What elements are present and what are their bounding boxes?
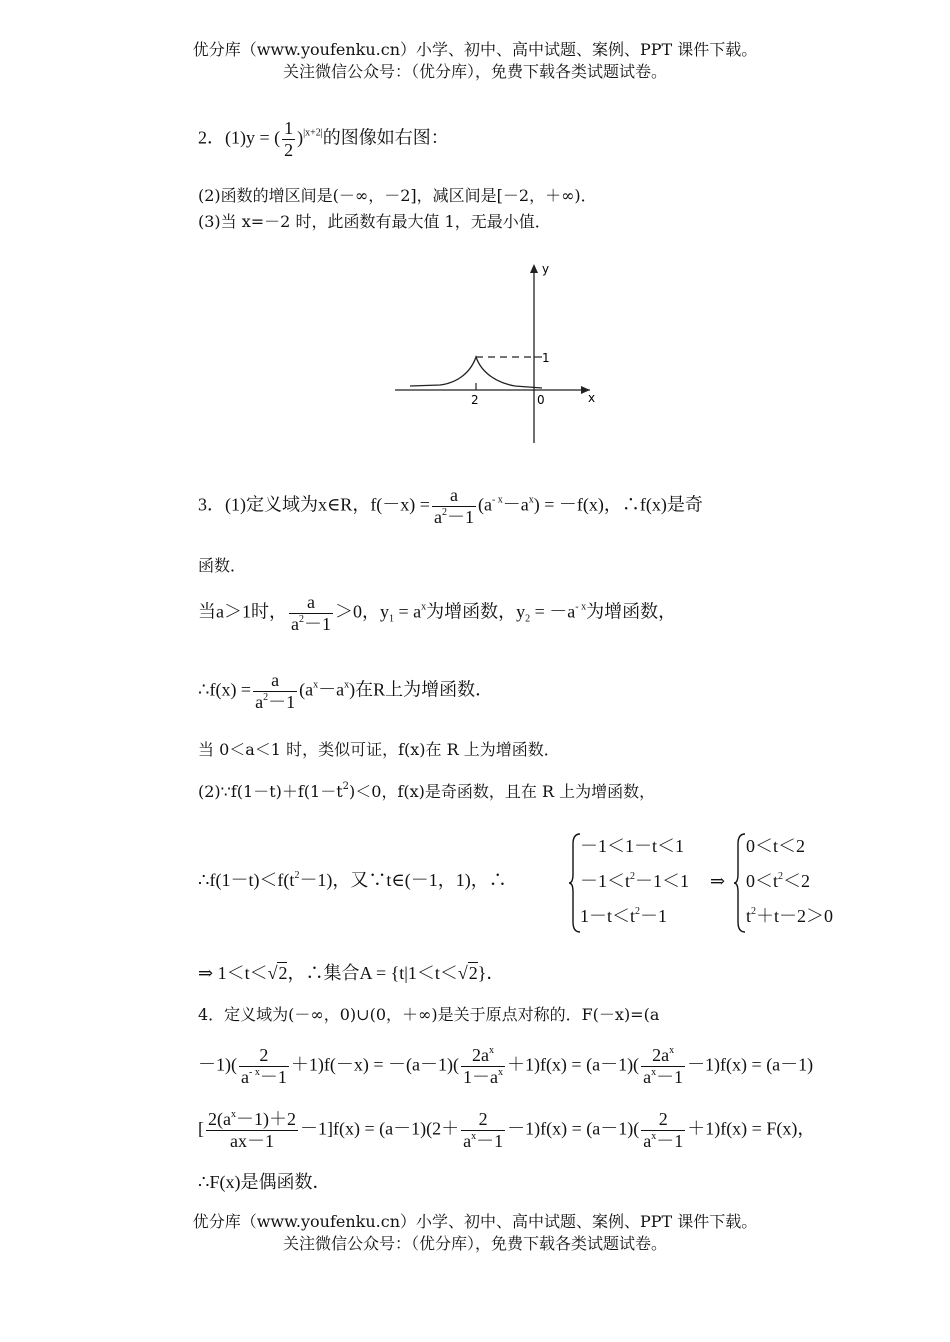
system-2-row-2-b: ＜2 xyxy=(783,871,811,891)
q3-l3-text-a: 当a＞1时， xyxy=(198,601,287,622)
q3-l3-text-b: ＞0，y xyxy=(335,601,389,622)
q2-tail: 的图像如右图： xyxy=(322,127,449,148)
system-1-row-3 xyxy=(580,906,667,928)
function-graph xyxy=(390,258,605,448)
q3-l3-sup-2: - x xyxy=(575,601,587,613)
q3-l4-text-a: ∴f(x) = xyxy=(198,679,252,700)
q4-l2-f3-den-base: a xyxy=(643,1066,652,1087)
q4-l3-fraction-1 xyxy=(206,1109,298,1151)
system-2-row-3-sup: 2 xyxy=(751,906,757,917)
q4-line-1: 4．定义域为(－∞，0)∪(0，＋∞)是关于原点对称的．F(－x)=(a xyxy=(198,1005,660,1024)
page-footer-line-2: 关注微信公众号：（优分库），免费下载各类试题试卷。 xyxy=(282,1234,667,1253)
q3-l1-frac-den xyxy=(432,506,476,528)
q4-l3-f2-den-sup: x xyxy=(471,1130,477,1142)
q3-l4-den-sup: 2 xyxy=(263,691,269,703)
q4-line-4: ∴F(x)是偶函数． xyxy=(198,1172,331,1192)
q4-l2-f2-num-sup: x xyxy=(488,1045,494,1056)
q3-l7-text-a: ∴f(1－t)＜f(t xyxy=(198,870,295,890)
q3-l1-text-d: ) = －f(x)，∴f(x)是奇 xyxy=(533,494,703,515)
q2-frac-num: 1 xyxy=(284,118,294,138)
q3-l8-radicand-2: 2 xyxy=(468,963,478,983)
q4-line-3 xyxy=(198,1109,815,1151)
q3-l8-text-c: }． xyxy=(477,963,505,983)
q4-l2-fraction-3 xyxy=(641,1045,685,1087)
q2-frac-den: 2 xyxy=(284,139,294,160)
q4-l3-fraction-2 xyxy=(461,1109,505,1151)
q3-l1-sup-1: - x xyxy=(491,494,503,506)
q3-l6-text-b: )＜0，f(x)是奇函数，且在 R 上为增函数， xyxy=(349,782,656,801)
q3-line-6 xyxy=(198,782,655,801)
q3-l4-den-tail: －1 xyxy=(268,691,296,712)
q4-l3-f2-den-base: a xyxy=(463,1130,472,1151)
q4-l3-f1-num-b: －1)＋2 xyxy=(235,1109,296,1129)
q4-l3-f3-den-tail: －1 xyxy=(656,1130,684,1151)
q4-line-2 xyxy=(198,1045,813,1087)
q4-l2-f1-den-base: a xyxy=(241,1066,249,1087)
q4-l3-f3-num: 2 xyxy=(658,1109,668,1129)
page-header-line-2: 关注微信公众号：（优分库），免费下载各类试题试卷。 xyxy=(282,62,667,81)
q3-line-1 xyxy=(198,485,703,527)
q2-exponent: |x+2| xyxy=(303,127,323,139)
q4-l2-f3-num-base: 2a xyxy=(652,1045,670,1065)
system-1-row-1: －1＜1－t＜1 xyxy=(580,836,685,856)
q4-l2-f1-num: 2 xyxy=(259,1045,269,1065)
q2-close: ) xyxy=(297,127,304,148)
page-header-line-1: 优分库（www.youfenku.cn）小学、初中、高中试题、案例、PPT 课件下载。 xyxy=(192,40,758,59)
system-1-row-2-sup: 2 xyxy=(630,871,636,882)
q4-l2-f3-num xyxy=(641,1045,685,1066)
q4-l3-f1-den: ax－1 xyxy=(206,1130,298,1152)
q4-l2-f1-den-sup: - x xyxy=(249,1066,260,1078)
q3-l3-sup-1: x xyxy=(421,601,427,613)
q2-part2: (2)函数的增区间是(－∞，－2]，减区间是[－2，＋∞)． xyxy=(198,186,597,205)
q4-l3-text-a: [ xyxy=(198,1118,204,1139)
q3-l1-sup-2: x xyxy=(528,494,534,506)
q4-l2-f3-den-sup: x xyxy=(651,1066,657,1078)
q3-l8-text-b: ，∴集合A = {t|1＜t＜√ xyxy=(287,963,468,983)
system-1-row-3-b: －1 xyxy=(640,906,668,926)
q3-line-4 xyxy=(198,670,493,712)
q4-l3-f3-den-base: a xyxy=(643,1130,652,1151)
q3-l1-frac-num: a xyxy=(449,485,458,505)
q3-l3-sub-2: 2 xyxy=(525,613,531,625)
q3-line-8 xyxy=(198,963,504,985)
q2-fraction xyxy=(282,118,295,160)
page-footer-line-1: 优分库（www.youfenku.cn）小学、初中、高中试题、案例、PPT 课件下载。 xyxy=(192,1212,758,1231)
q3-l3-text-e: = －a xyxy=(530,601,576,622)
q3-l4-sup-2: x xyxy=(344,679,350,691)
q4-l2-fraction-2 xyxy=(461,1045,505,1087)
system-2-row-1: 0＜t＜2 xyxy=(746,836,806,856)
system-2-row-3-a: t xyxy=(746,906,752,926)
x-axis-label: x xyxy=(588,391,596,405)
q4-l2-f2-den xyxy=(461,1066,505,1088)
q3-l3-text-d: 为增函数，y xyxy=(426,601,526,622)
q4-l3-f1-num-a: 2(a xyxy=(208,1109,231,1129)
x-neg2-label: 2 xyxy=(471,393,479,407)
q4-l2-text-d: －1)f(x) = (a－1) xyxy=(687,1054,814,1075)
q4-l2-f2-den-base: 1－a xyxy=(462,1066,498,1087)
q3-l1-den-sup: 2 xyxy=(441,506,447,518)
q2-lead: 2．(1)y = ( xyxy=(198,127,281,148)
q3-l4-fraction xyxy=(253,670,297,712)
q4-l3-f2-num: 2 xyxy=(478,1109,488,1129)
system-1-row-3-sup: 2 xyxy=(635,906,641,917)
system-2-row-2-sup: 2 xyxy=(778,871,784,882)
q3-l1-text-b: (a xyxy=(477,494,492,515)
q3-l6-text-a: (2)∵f(1－t)＋f(1－t xyxy=(198,782,343,801)
q3-l4-text-c: －a xyxy=(318,679,345,700)
q3-line-7 xyxy=(198,870,507,892)
q3-l4-frac-den xyxy=(253,691,297,713)
q3-l3-fraction xyxy=(289,592,333,634)
q4-l2-text-a: －1)( xyxy=(198,1054,237,1075)
system-1-row-2-b: －1＜1 xyxy=(635,871,690,891)
origin-label: 0 xyxy=(537,393,545,407)
q4-l3-f1-num xyxy=(206,1109,298,1130)
q4-l2-fraction-1 xyxy=(239,1045,289,1087)
q4-l2-f3-den-tail: －1 xyxy=(656,1066,684,1087)
q4-l2-f1-den xyxy=(239,1066,289,1088)
q3-l1-den-base: a xyxy=(433,506,442,527)
q3-l3-sub-1: 1 xyxy=(389,613,394,625)
q3-l4-frac-num: a xyxy=(271,670,280,690)
y-axis-label: y xyxy=(542,262,550,276)
system-1-row-2-a: －1＜t xyxy=(580,871,631,891)
system-2-row-3-b: ＋t－2＞0 xyxy=(756,906,834,926)
q4-l2-text-b: ＋1)f(－x) = －(a－1)( xyxy=(290,1054,459,1075)
q3-l7-text-b: －1)，又∵t∈(－1，1)，∴ xyxy=(299,870,507,890)
q4-l2-f3-num-sup: x xyxy=(669,1045,675,1056)
q3-l3-text-c: = a xyxy=(394,601,422,622)
system-2-row-2-a: 0＜t xyxy=(746,871,779,891)
q3-l1-den-tail: －1 xyxy=(446,506,474,527)
q3-l6-sup: 2 xyxy=(342,781,350,792)
q4-l3-f3-den-sup: x xyxy=(651,1130,657,1142)
q3-l4-sup-1: x xyxy=(313,679,319,691)
q3-l8-radicand-1: 2 xyxy=(278,963,288,983)
q3-l1-text-c: －a xyxy=(502,494,529,515)
q4-l2-f3-den xyxy=(641,1066,685,1088)
q4-l3-f1-num-sup: x xyxy=(230,1109,236,1120)
q3-l3-den-sup: 2 xyxy=(299,613,304,625)
q4-l3-f2-den xyxy=(461,1130,505,1152)
system-1-row-2 xyxy=(580,871,689,893)
system-2-row-2 xyxy=(746,871,810,893)
q3-line-3 xyxy=(198,592,676,634)
y-axis-arrow xyxy=(530,264,538,273)
q4-l3-text-d: ＋1)f(x) = F(x)， xyxy=(687,1118,816,1139)
system-1-row-3-a: 1－t＜t xyxy=(580,906,636,926)
q2-formula-line xyxy=(198,118,449,160)
q3-l4-text-d: )在R上为增函数． xyxy=(349,679,494,700)
q3-l4-den-base: a xyxy=(255,691,264,712)
q4-l3-f2-den-tail: －1 xyxy=(476,1130,504,1151)
q4-l3-text-b: －1]f(x) = (a－1)(2＋ xyxy=(299,1118,460,1139)
q3-l3-text-f: 为增函数， xyxy=(586,601,677,622)
q4-l3-f3-den xyxy=(641,1130,685,1152)
q3-line-2: 函数． xyxy=(198,556,247,575)
q3-l1-fraction xyxy=(432,485,476,527)
q4-l3-fraction-3 xyxy=(641,1109,685,1151)
q3-l3-den-tail: －1 xyxy=(304,613,331,634)
q3-l3-frac-den xyxy=(289,613,333,635)
q3-l8-text-a: ⇒ 1＜t＜√ xyxy=(198,963,278,983)
q4-l2-text-c: ＋1)f(x) = (a－1)( xyxy=(506,1054,640,1075)
q2-part3: (3)当 x=－2 时，此函数有最大值 1，无最小值． xyxy=(198,212,551,231)
system-2-brace xyxy=(733,832,747,934)
q3-l3-den-base: a xyxy=(291,613,299,634)
q4-l2-f2-num xyxy=(461,1045,505,1066)
q3-l4-text-b: (a xyxy=(299,679,314,700)
q3-l3-frac-num: a xyxy=(307,592,315,612)
q3-line-5: 当 0＜a＜1 时，类似可证，f(x)在 R 上为增函数． xyxy=(198,740,560,759)
y-one-label: 1 xyxy=(542,351,550,365)
system-2-row-3 xyxy=(746,906,833,928)
q4-l2-f2-den-sup: x xyxy=(497,1066,503,1078)
implies-arrow: ⇒ xyxy=(710,871,726,891)
q4-l2-f2-num-base: 2a xyxy=(471,1045,489,1065)
q3-l7-sup: 2 xyxy=(294,870,300,881)
q3-l1-text-a: 3．(1)定义域为x∈R，f(－x) = xyxy=(198,494,430,515)
q4-l2-f1-den-tail: －1 xyxy=(259,1066,287,1087)
q4-l3-text-c: －1)f(x) = (a－1)( xyxy=(507,1118,640,1139)
